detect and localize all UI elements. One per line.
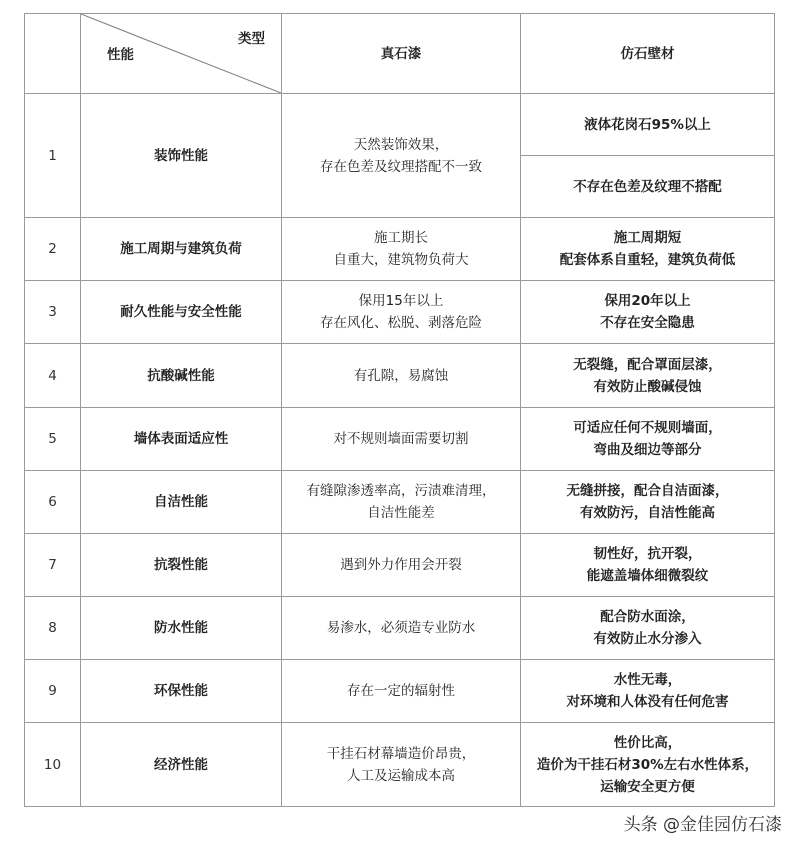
header-imitation-stone-wall: 仿石壁材 — [521, 14, 775, 94]
row-imitation-value — [521, 660, 775, 723]
row-real-stone-value — [282, 723, 521, 807]
table-row — [25, 471, 775, 534]
value-line: 性价比高， — [613, 734, 682, 751]
row-real-stone-value — [282, 94, 521, 218]
row-imitation-value — [521, 597, 775, 660]
header-empty-cell — [25, 14, 81, 94]
value-line: 对不规则墙面需要切割 — [333, 431, 469, 447]
value-line: 保用20年以上 — [604, 293, 691, 309]
row-imitation-value — [521, 723, 775, 807]
row-real-stone-value — [282, 218, 521, 281]
row-performance: 墙体表面适应性 — [81, 408, 282, 471]
comparison-table-wrapper — [24, 13, 774, 807]
row-imitation-value — [521, 218, 775, 281]
table-row — [25, 534, 775, 597]
value-line: 有缝隙渗透率高，污渍难清理， — [306, 483, 496, 499]
row-index: 6 — [25, 471, 81, 534]
value-line: 可适应任何不规则墙面， — [573, 420, 722, 436]
value-line: 无缝拼接，配合自洁面漆， — [566, 483, 729, 499]
row-real-stone-value — [282, 281, 521, 344]
row-performance: 耐久性能与安全性能 — [81, 281, 282, 344]
corner-type-label: 类型 — [238, 31, 265, 47]
row-imitation-value — [521, 534, 775, 597]
row-index: 4 — [25, 344, 81, 408]
value-line: 水性无毒， — [613, 672, 682, 688]
row-real-stone-value — [282, 408, 521, 471]
value-line: 人工及运输成本高 — [347, 767, 455, 784]
row-imitation-value — [521, 471, 775, 534]
row-imitation-value — [521, 344, 775, 408]
value-line: 自洁性能差 — [367, 505, 435, 521]
value-line: 存在一定的辐射性 — [347, 683, 455, 699]
value-line: 施工周期短 — [613, 230, 682, 246]
value-line: 有孔隙，易腐蚀 — [353, 367, 449, 384]
value-line: 有效防止酸碱侵蚀 — [593, 378, 702, 395]
value-line: 运输安全更方便 — [600, 778, 695, 795]
row-real-stone-value — [282, 471, 521, 534]
row-performance: 防水性能 — [81, 597, 282, 660]
value-line: 存在色差及纹理搭配不一致 — [320, 158, 482, 175]
row-performance: 施工周期与建筑负荷 — [81, 218, 282, 281]
row-index: 7 — [25, 534, 81, 597]
row-performance: 环保性能 — [81, 660, 282, 723]
row-imitation-value: 不存在色差及纹理不搭配 — [521, 156, 775, 218]
header-diagonal-cell — [81, 14, 282, 94]
row-performance: 自洁性能 — [81, 471, 282, 534]
value-line: 无裂缝，配合罩面层漆， — [573, 356, 722, 373]
value-line: 施工期长 — [374, 230, 428, 246]
table-row — [25, 218, 775, 281]
value-line: 弯曲及细边等部分 — [593, 442, 702, 458]
value-line: 保用15年以上 — [358, 293, 444, 309]
value-line: 易渗水，必须造专业防水 — [326, 620, 476, 636]
value-line: 有效防止水分渗入 — [593, 631, 702, 647]
row-performance: 经济性能 — [81, 723, 282, 807]
row-imitation-value: 液体花岗石95%以上 — [521, 94, 775, 156]
table-row — [25, 408, 775, 471]
table-row — [25, 344, 775, 408]
row-performance: 抗酸碱性能 — [81, 344, 282, 408]
value-line: 遇到外力作用会开裂 — [340, 557, 462, 573]
row-index: 3 — [25, 281, 81, 344]
value-line: 造价为干挂石材30%左右水性体系， — [536, 756, 759, 773]
row-imitation-value — [521, 408, 775, 471]
row-performance: 抗裂性能 — [81, 534, 282, 597]
value-line: 配合防水面涂， — [600, 609, 695, 625]
row-index: 2 — [25, 218, 81, 281]
row-real-stone-value — [282, 660, 521, 723]
value-line: 存在风化、松脱、剥落危险 — [320, 315, 482, 331]
value-line: 有效防污，自洁性能高 — [580, 505, 715, 521]
row-real-stone-value — [282, 597, 521, 660]
value-line: 天然装饰效果， — [353, 136, 449, 153]
value-line: 配套体系自重轻，建筑负荷低 — [559, 252, 736, 268]
header-row — [25, 14, 775, 94]
row-performance: 装饰性能 — [81, 94, 282, 218]
value-line: 不存在安全隐患 — [600, 315, 695, 331]
row-real-stone-value — [282, 344, 521, 408]
watermark: 头条 @金佳园仿石漆 — [623, 815, 782, 835]
table-row — [25, 660, 775, 723]
row-index: 8 — [25, 597, 81, 660]
value-line: 能遮盖墙体细微裂纹 — [586, 568, 709, 584]
value-line: 自重大，建筑物负荷大 — [333, 252, 469, 268]
row-index: 9 — [25, 660, 81, 723]
table-row — [25, 94, 775, 156]
corner-performance-label: 性能 — [107, 47, 134, 63]
row-index: 5 — [25, 408, 81, 471]
row-index: 10 — [25, 723, 81, 807]
comparison-table — [24, 13, 775, 807]
row-real-stone-value — [282, 534, 521, 597]
row-imitation-value — [521, 281, 775, 344]
table-row — [25, 597, 775, 660]
row-index: 1 — [25, 94, 81, 218]
table-row — [25, 281, 775, 344]
header-real-stone-paint: 真石漆 — [282, 14, 521, 94]
value-line: 干挂石材幕墙造价昂贵， — [326, 745, 476, 762]
table-row — [25, 723, 775, 807]
value-line: 对环境和人体没有任何危害 — [566, 694, 729, 710]
value-line: 韧性好，抗开裂， — [593, 546, 702, 562]
